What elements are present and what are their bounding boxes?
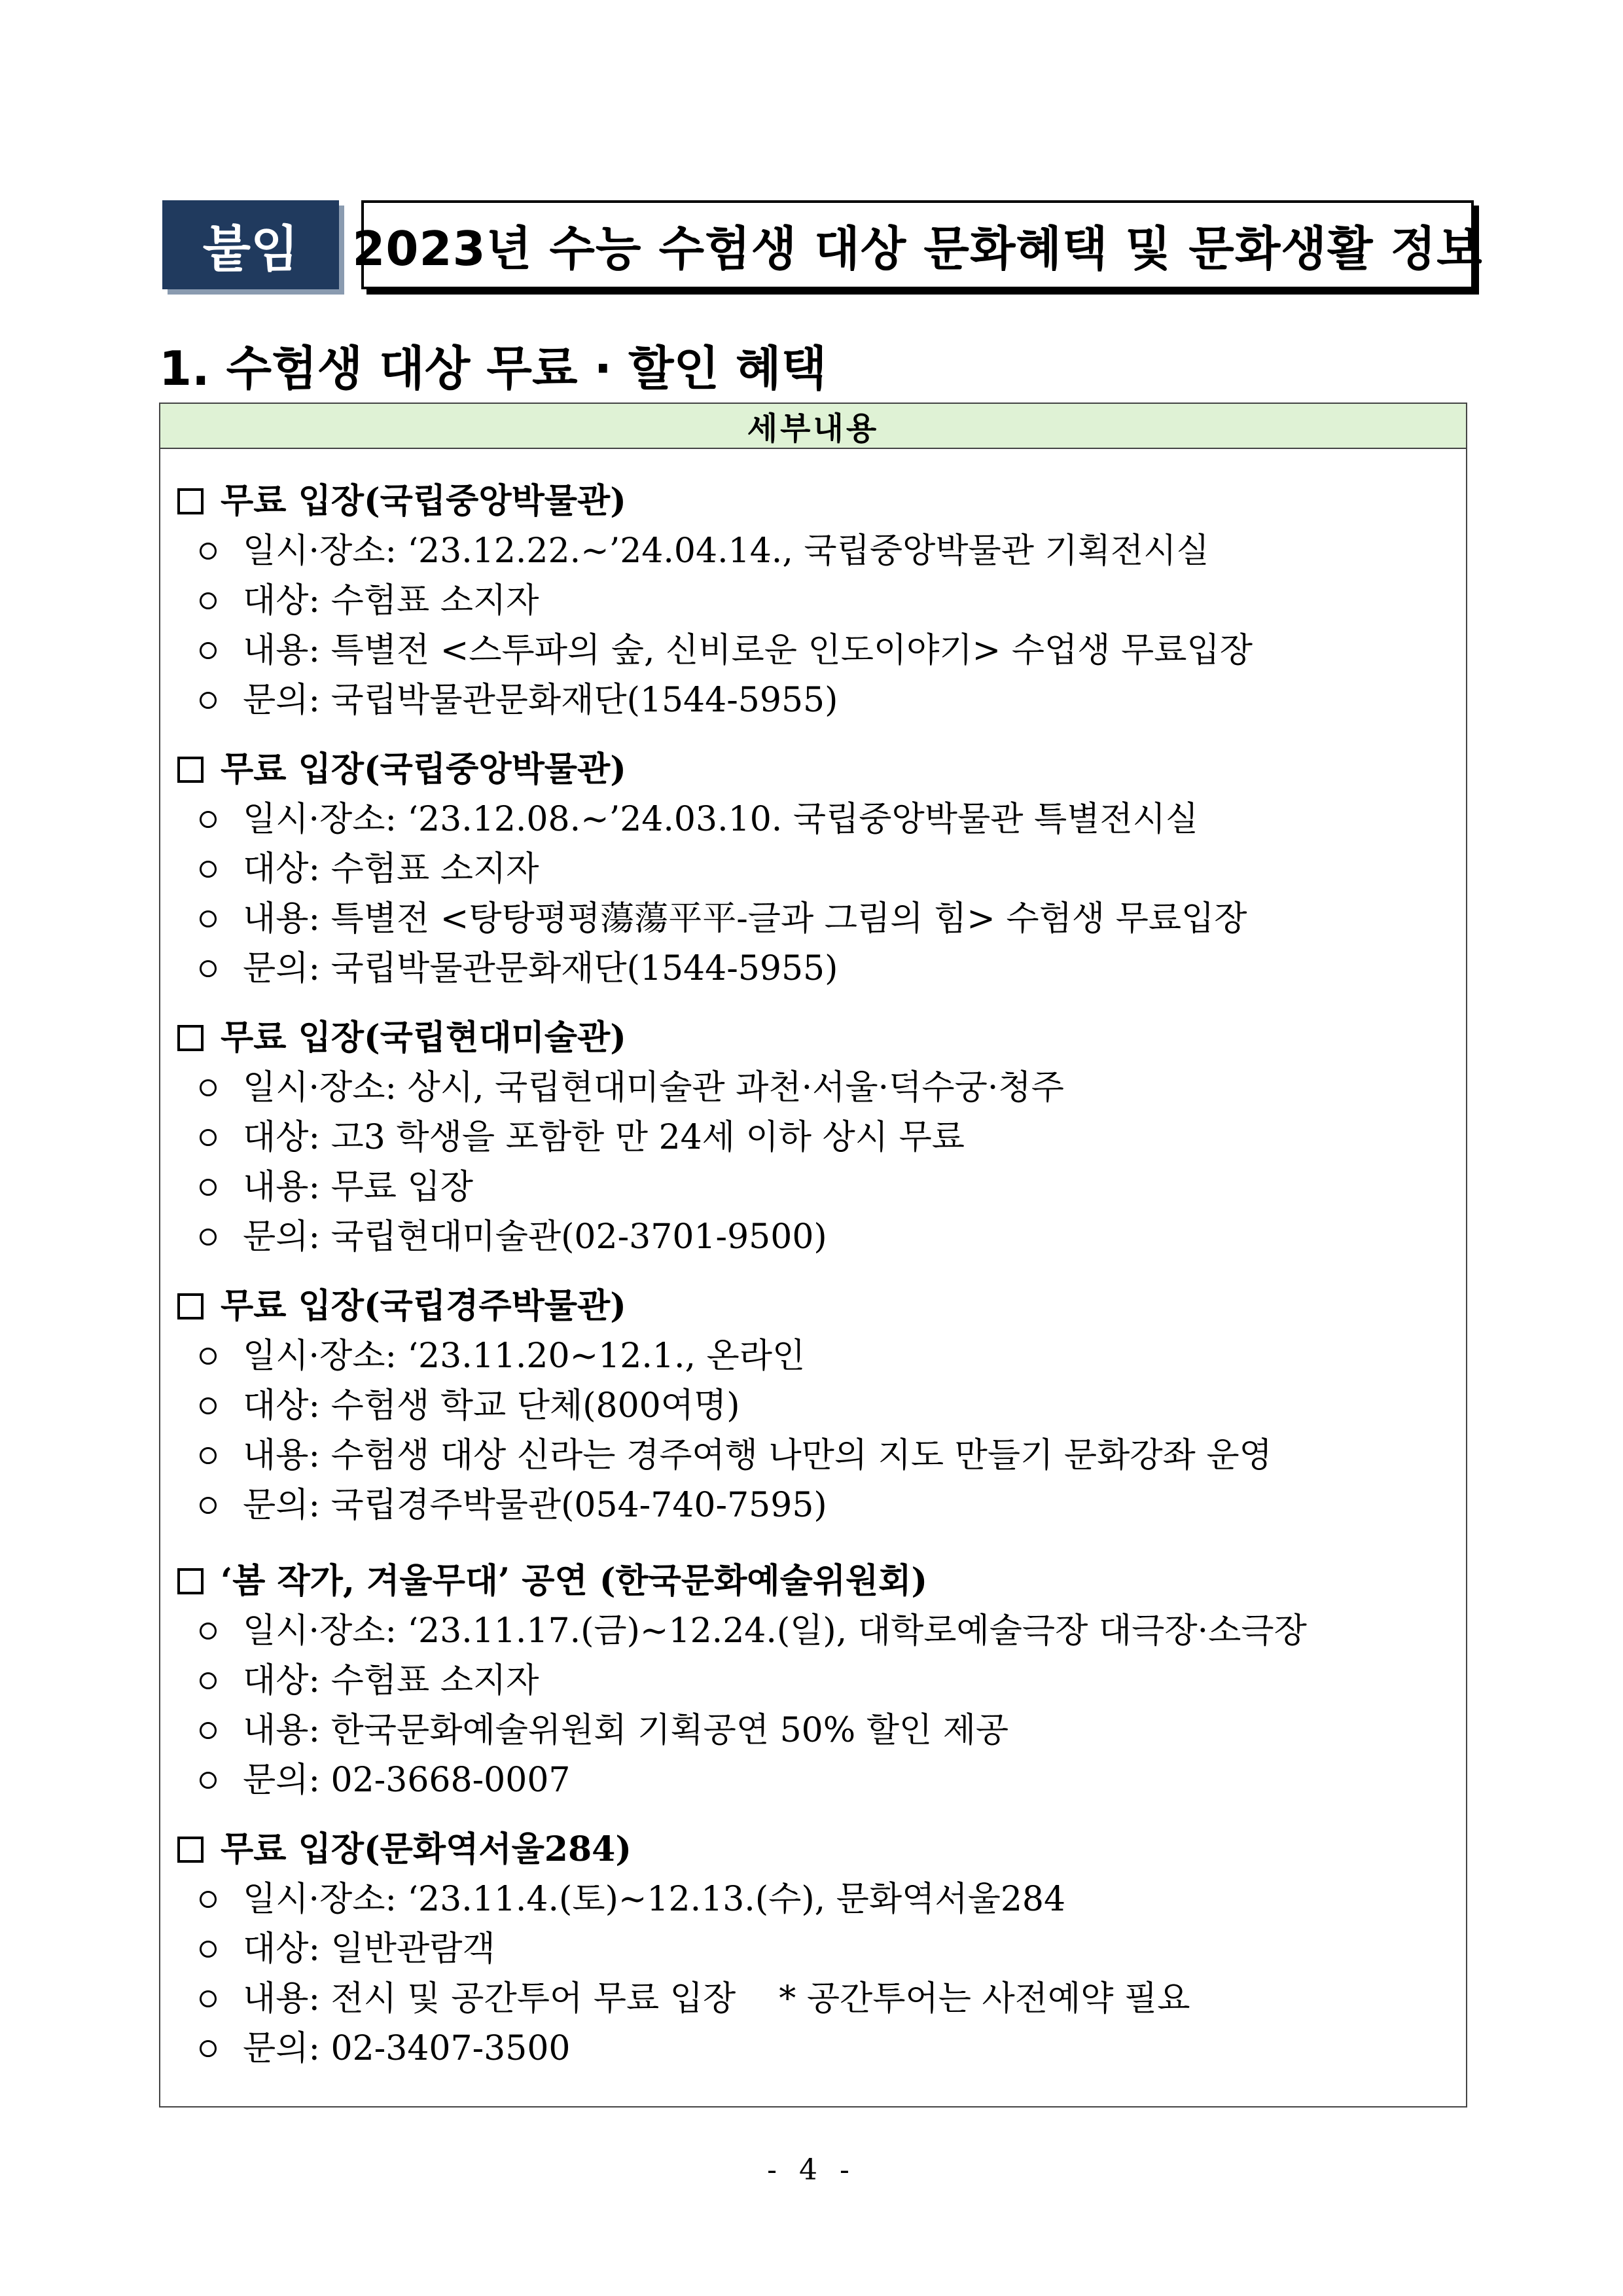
circle-bullet-icon <box>200 1447 217 1464</box>
list-item <box>160 1331 1466 1381</box>
list-item <box>160 626 1466 675</box>
benefit-group <box>160 1825 1466 2073</box>
circle-bullet-icon <box>200 1229 217 1246</box>
circle-bullet-icon <box>200 1179 217 1196</box>
checkbox-icon <box>177 1568 204 1594</box>
item-text: 일시·장소: ‘23.12.22.~’24.04.14., 국립중앙박물관 기획전시실 <box>243 531 1209 571</box>
list-item <box>160 894 1466 944</box>
item-text: 대상: 고3 학생을 포함한 만 24세 이하 상시 무료 <box>243 1118 965 1157</box>
group-title <box>160 1556 1466 1606</box>
checkbox-icon <box>177 757 204 783</box>
item-text: 일시·장소: ‘23.11.4.(토)~12.13.(수), 문화역서울284 <box>243 1880 1066 1919</box>
list-item <box>160 1706 1466 1755</box>
checkbox-icon <box>177 488 204 514</box>
item-text: 일시·장소: 상시, 국립현대미술관 과천·서울·덕수궁·청주 <box>243 1068 1064 1107</box>
circle-bullet-icon <box>200 1891 217 1908</box>
table-body <box>160 449 1466 2073</box>
circle-bullet-icon <box>200 1623 217 1640</box>
group-title-text: 무료 입장(문화역서울284) <box>221 1829 632 1869</box>
list-item <box>160 1431 1466 1480</box>
circle-bullet-icon <box>200 1722 217 1739</box>
group-title-text: 무료 입장(국립중앙박물관) <box>221 749 626 789</box>
checkbox-icon <box>177 1837 204 1863</box>
checkbox-icon <box>177 1025 204 1051</box>
circle-bullet-icon <box>200 1941 217 1958</box>
item-text: 일시·장소: ‘23.11.17.(금)~12.24.(일), 대학로예술극장 대극장·소극장 <box>243 1611 1307 1651</box>
item-text: 내용: 수험생 대상 신라는 경주여행 나만의 지도 만들기 문화강좌 운영 <box>243 1436 1272 1475</box>
benefit-group <box>160 745 1466 994</box>
list-item <box>160 1212 1466 1262</box>
circle-bullet-icon <box>200 543 217 560</box>
circle-bullet-icon <box>200 811 217 828</box>
list-item <box>160 1974 1466 2024</box>
section-heading: 1. 수험생 대상 무료 · 할인 혜택 <box>159 341 827 396</box>
circle-bullet-icon <box>200 1990 217 2007</box>
item-text: 내용: 특별전 <스투파의 숲, 신비로운 인도이야기> 수업생 무료입장 <box>243 631 1253 670</box>
item-text: 대상: 수험표 소지자 <box>243 581 539 620</box>
list-item <box>160 1755 1466 1805</box>
circle-bullet-icon <box>200 1772 217 1789</box>
item-text: 내용: 한국문화예술위원회 기획공연 50% 할인 제공 <box>243 1711 1009 1750</box>
benefit-group <box>160 1013 1466 1262</box>
benefit-group <box>160 476 1466 725</box>
list-item <box>160 1063 1466 1113</box>
circle-bullet-icon <box>200 910 217 927</box>
list-item <box>160 1113 1466 1162</box>
circle-bullet-icon <box>200 592 217 609</box>
list-item <box>160 576 1466 626</box>
list-item <box>160 2024 1466 2073</box>
item-text: 대상: 일반관람객 <box>243 1929 495 1969</box>
circle-bullet-icon <box>200 1348 217 1365</box>
list-item <box>160 1480 1466 1530</box>
list-item <box>160 675 1466 725</box>
item-text: 문의: 02-3668-0007 <box>243 1761 571 1800</box>
item-text: 문의: 02-3407-3500 <box>243 2029 571 2068</box>
circle-bullet-icon <box>200 1672 217 1689</box>
list-item <box>160 795 1466 844</box>
item-text: 내용: 특별전 <탕탕평평蕩蕩平平-글과 그림의 힘> 수험생 무료입장 <box>243 899 1247 939</box>
item-text: 일시·장소: ‘23.11.20~12.1., 온라인 <box>243 1336 806 1376</box>
circle-bullet-icon <box>200 1397 217 1414</box>
item-text: 대상: 수험생 학교 단체(800여명) <box>243 1386 740 1426</box>
item-text: 내용: 무료 입장 <box>243 1168 473 1207</box>
list-item <box>160 1162 1466 1212</box>
list-item <box>160 526 1466 576</box>
item-text: 대상: 수험표 소지자 <box>243 1661 539 1700</box>
circle-bullet-icon <box>200 960 217 977</box>
list-item <box>160 1381 1466 1431</box>
circle-bullet-icon <box>200 1129 217 1146</box>
group-title <box>160 476 1466 526</box>
list-item <box>160 1874 1466 1924</box>
list-item <box>160 1656 1466 1706</box>
group-title <box>160 1013 1466 1063</box>
benefits-table <box>159 403 1467 2108</box>
list-item <box>160 1606 1466 1656</box>
item-text: 문의: 국립경주박물관(054-740-7595) <box>243 1486 827 1525</box>
checkbox-icon <box>177 1293 204 1319</box>
circle-bullet-icon <box>200 1497 217 1514</box>
circle-bullet-icon <box>200 2040 217 2057</box>
group-title <box>160 1282 1466 1331</box>
circle-bullet-icon <box>200 642 217 659</box>
item-text: 문의: 국립박물관문화재단(1544-5955) <box>243 949 838 988</box>
item-text: 문의: 국립현대미술관(02-3701-9500) <box>243 1217 827 1257</box>
list-item <box>160 1924 1466 1974</box>
group-title-text: 무료 입장(국립중앙박물관) <box>221 481 626 521</box>
item-text: 내용: 전시 및 공간투어 무료 입장 * 공간투어는 사전예약 필요 <box>243 1979 1190 2018</box>
group-title-text: ‘봄 작가, 겨울무대’ 공연 (한국문화예술위원회) <box>221 1561 928 1601</box>
circle-bullet-icon <box>200 692 217 709</box>
list-item <box>160 944 1466 994</box>
page-number: - 4 - <box>767 2153 856 2187</box>
table-header: 세부내용 <box>160 404 1466 449</box>
document-title: 2023년 수능 수험생 대상 문화혜택 및 문화생활 정보 <box>361 200 1474 289</box>
benefit-group <box>160 1282 1466 1530</box>
benefit-group <box>160 1556 1466 1805</box>
item-text: 문의: 국립박물관문화재단(1544-5955) <box>243 681 838 720</box>
item-text: 대상: 수험표 소지자 <box>243 850 539 889</box>
group-title <box>160 745 1466 795</box>
group-title-text: 무료 입장(국립현대미술관) <box>221 1018 626 1058</box>
item-text: 일시·장소: ‘23.12.08.~’24.03.10. 국립중앙박물관 특별전시실 <box>243 800 1199 839</box>
attachment-badge: 붙임 <box>162 200 339 289</box>
group-title-text: 무료 입장(국립경주박물관) <box>221 1286 626 1326</box>
circle-bullet-icon <box>200 861 217 878</box>
circle-bullet-icon <box>200 1079 217 1096</box>
group-title <box>160 1825 1466 1874</box>
list-item <box>160 844 1466 894</box>
